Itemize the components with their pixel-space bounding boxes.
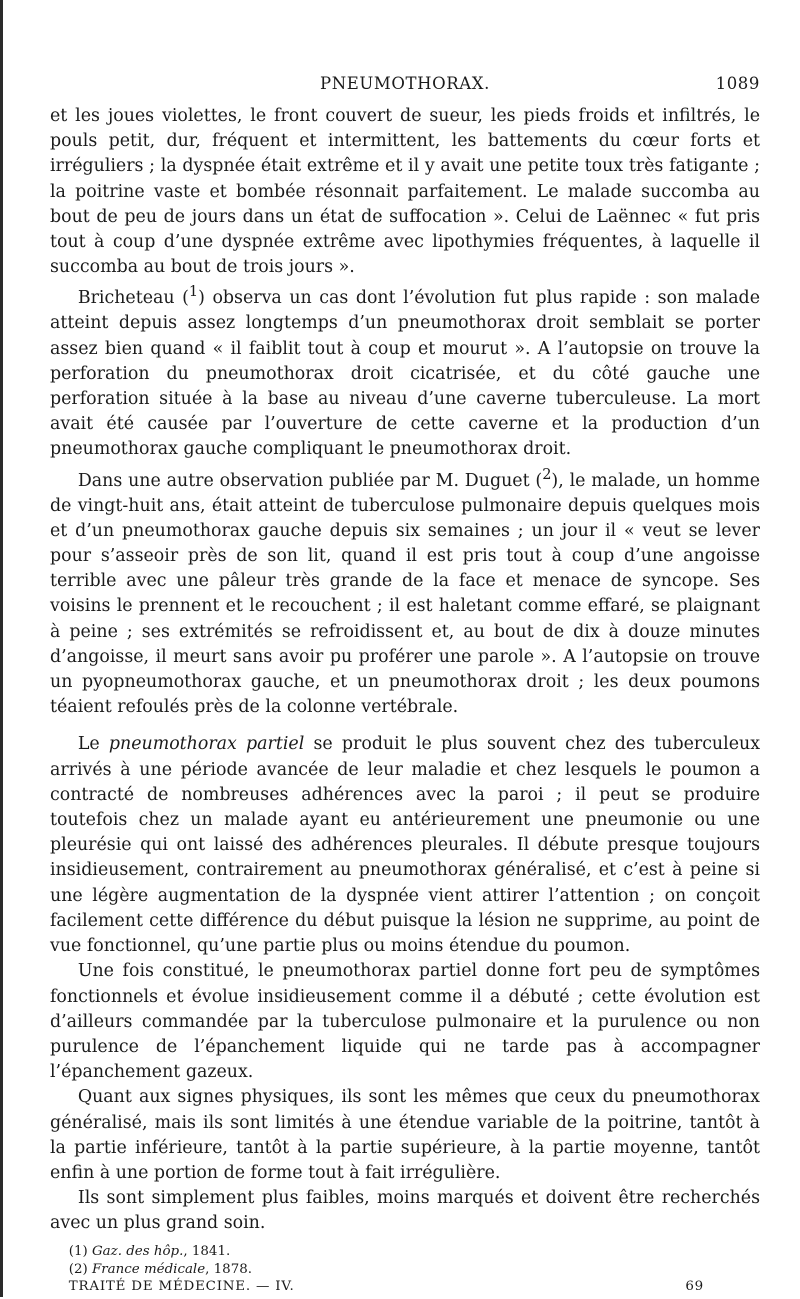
- paragraph: Ils sont simplement plus faibles, moins marqués et doivent être recherchés avec un plus grand soin.: [50, 1188, 760, 1234]
- page-number: 1089: [715, 74, 760, 93]
- footnote: [50, 1261, 760, 1279]
- paragraph: [50, 280, 760, 462]
- footnote-detail: , 1878.: [205, 1261, 252, 1277]
- footnotes: [50, 1243, 760, 1279]
- sheet-number: 69: [685, 1278, 704, 1294]
- footnote-ref: 2: [542, 466, 552, 483]
- footnote-source: Gaz. des hôp.: [91, 1243, 184, 1259]
- footnote-mark: (1): [68, 1243, 88, 1259]
- running-header: [50, 74, 760, 104]
- footnote-detail: , 1841.: [183, 1243, 231, 1259]
- signature-line: [50, 1279, 760, 1299]
- italic-term: pneumothorax partiel: [108, 734, 305, 755]
- footnote: [50, 1243, 760, 1261]
- paragraph: Quant aux signes physiques, ils sont les mêmes que ceux du pneumothorax généralisé, mais ils sont limités à une étendue variable de la poitrine, tantôt à la partie inférieure, tantôt à la partie supérieure, à la partie moyenne, tantôt enfin à une portion de forme tout à fait irrégulière.: [50, 1087, 760, 1183]
- paragraph-text: se produit le plus souvent chez des tuberculeux arrivés à une période avancée de leur maladie et chez lesquels le poumon a contracté de nombreuses adhérences avec la paroi ; il peut se produire toutefois chez un malade ayant eu antérieurement une pneumonie ou une pleurésie qui ont laissé des adhérences pleurales. Il débute presque toujours insidieusement, contrairement au pneumothorax généralisé, et c’est à peine si une légère augmentation de la dyspnée vient attirer l’attention ; on conçoit facilement cette différence du début puisque la lésion ne supprime, au point de vue fonctionnel, qu’une partie plus ou moins étendue du poumon.: [50, 734, 760, 957]
- paragraph: et les joues violettes, le front couvert de sueur, les pieds froids et infiltrés, le pouls petit, dur, fréquent et intermittent, les battements du cœur forts et irréguliers ; la dyspnée était extrême et il y avait une petite toux très fatigante ; la poitrine vaste et bombée résonnait parfaitement. Le malade succomba au bout de peu de jours dans un état de suffocation ». Celui de Laënnec « fut pris tout à coup d’une dyspnée extrême avec lipothymies fréquentes, à laquelle il succomba au bout de trois jours ».: [50, 106, 760, 278]
- paragraph: [50, 463, 760, 721]
- paragraph-lead: Le: [77, 734, 109, 755]
- running-title: PNEUMOTHORAX.: [320, 74, 490, 93]
- paragraph-text: ), le malade, un homme de vingt-huit ans, était atteint de tuberculose pulmonaire depuis quelques mois et d’un pneumothorax gauche depuis six semaines ; un jour il « veut se lever pour s’asseoir près de son lit, quand il est pris tout à coup d’une angoisse terrible avec une pâleur très grande de la face et menace de syncope. Ses voisins le prennent et le recouchent ; il est haletant comme effaré, se plaignant à peine ; ses extrémités se refroidissent et, au bout de dix à douze minutes d’angoisse, il meurt sans avoir pu proférer une parole ». A l’autopsie on trouve un pyopneumothorax gauche, et un pneumothorax droit ; les deux poumons téaient refoulés près de la colonne vertébrale.: [50, 470, 760, 718]
- footnote-source: France médicale: [91, 1261, 206, 1277]
- paragraph-text: ) observa un cas dont l’évolution fut plus rapide : son malade atteint depuis assez longtemps d’un pneumothorax droit semblait se porter assez bien quand « il faiblit tout à coup et mourut ». A l’autopsie on trouve la perforation du pneumothorax droit cicatrisée, et du côté gauche une perforation située à la base au niveau d’une caverne tuberculeuse. La mort avait été causée par l’ouverture de cette caverne et la production d’un pneumothorax gauche compliquant le pneumothorax droit.: [50, 288, 760, 460]
- page-edge-scan-shadow: [0, 0, 3, 1297]
- paragraph-lead: Dans une autre observation publiée par M. Duguet (: [77, 470, 543, 491]
- footnote-ref: 1: [188, 284, 199, 301]
- page: [50, 0, 760, 1299]
- paragraph-lead: Bricheteau (: [77, 288, 189, 309]
- paragraph: Une fois constitué, le pneumothorax partiel donne fort peu de symptômes fonctionnels et évolue insidieusement comme il a débuté ; cette évolution est d’ailleurs commandée par la tuberculose pulmonaire et la purulence ou non purulence de l’épanchement liquide qui ne tarde pas à accompagner l’épanchement gazeux.: [50, 961, 760, 1083]
- footnote-mark: (2): [68, 1261, 88, 1277]
- body-text: [50, 104, 760, 1237]
- paragraph: [50, 732, 760, 959]
- printer-signature: TRAITÉ DE MÉDECINE. — IV.: [68, 1278, 295, 1294]
